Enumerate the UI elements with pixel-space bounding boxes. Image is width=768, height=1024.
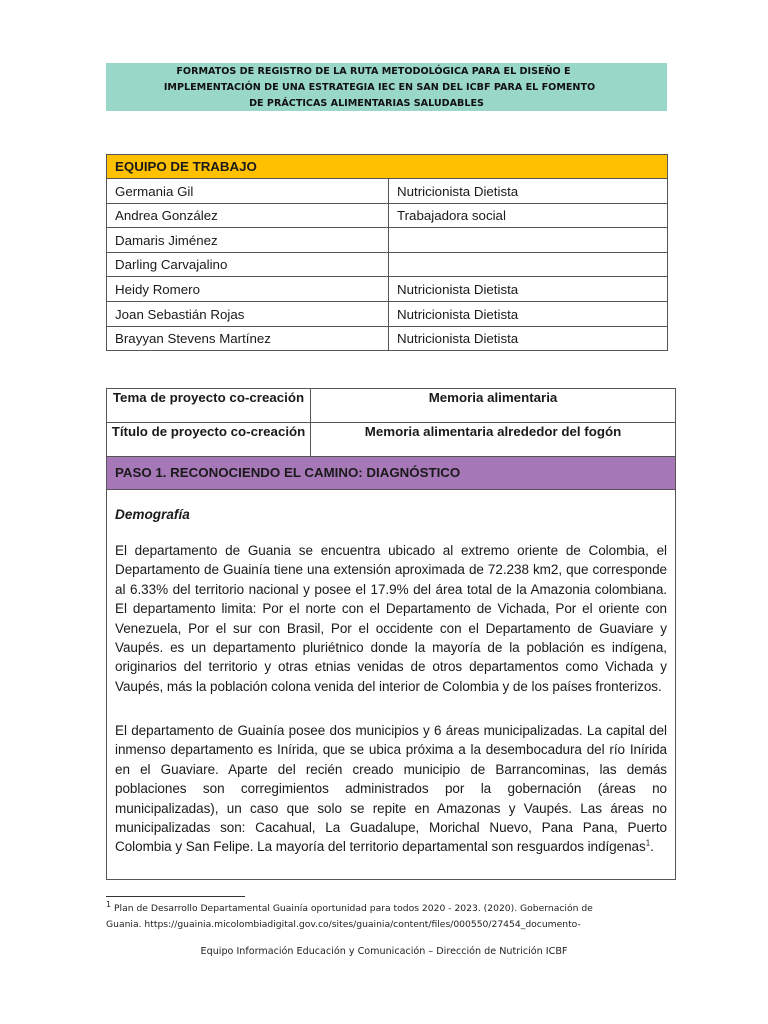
table-row [107,203,668,228]
member-role: Nutricionista Dietista [389,179,668,204]
page-footer: Equipo Información Educación y Comunicación – Dirección de Nutrición ICBF [200,946,568,957]
paragraph-2: El departamento de Guainía posee dos municipios y 6 áreas municipalizadas. La capital del inmenso departamento es Inírida, que se ubica próxima a la desembocadura del río Inírida en el Guaviare. Aparte del recién creado municipio de Barrancominas, las demás poblaciones son corregimientos administrados por la gobernación (áreas no municipalizadas), un caso que solo se repite en Amazonas y Vaupés. Las áreas no municipalizadas son: Cacahual, La Guadalupe, Morichal Nuevo, Pana Pana, Puerto Colombia y San Felipe. La mayoría del territorio departamental son resguardos indígenas$^1$. [115,723,667,855]
member-role: Nutricionista Dietista [389,277,668,302]
member-role: Trabajadora social [389,203,668,228]
team-table [106,154,668,351]
document-title-banner [106,63,667,111]
table-row [107,228,668,253]
table-row [107,277,668,302]
paragraph-2-text: El departamento de Guainía posee dos municipios y 6 áreas municipalizadas. La capital del inmenso departamento es Inírida, que se ubica próxima a la desembocadura del río Inírida en el Guaviare. Aparte del recién creado municipio de Barrancominas, las demás poblaciones son corregimientos administrados por la gobernación (áreas no municipalizadas), un caso que solo se repite en Amazonas y Vaupés. Las áreas no municipalizadas son: Cacahual, La Guadalupe, Morichal Nuevo, Pana Pana, Puerto Colombia y San Felipe. La mayoría del territorio departamental son resguardos indígenas [115,723,667,855]
step-heading: PASO 1. RECONOCIENDO EL CAMINO: DIAGNÓSTICO [107,457,675,490]
footnote-line-2[interactable]: Guania. https://guainia.micolombiadigital.gov.co/sites/guainia/content/files/000550/27454_documento- [106,919,581,930]
member-role: Nutricionista Dietista [389,301,668,326]
member-role [389,228,668,253]
footnote-reference[interactable]: 1 [645,838,651,848]
section-heading: Demografía [115,507,190,522]
footnote-mark: 1 [106,899,112,909]
team-table-header: EQUIPO DE TRABAJO [107,155,668,179]
paragraph-1: El departamento de Guania se encuentra ubicado al extremo oriente de Colombia, el Departamento de Guainía tiene una extensión aproximada de 72.238 km2, que corresponde al 6.33% del territorio nacional y posee el 17.9% del área total de la Amazonia colombiana. El departamento limita: Por el norte con el Departamento de Vichada, Por el oriente con Venezuela, Por el sur con Brasil, Por el occidente con el Departamento de Guaviare y Vaupés. es un departamento pluriétnico donde la mayoría de la población es indígena, originarios del territorio y otras etnias venidas de otros departamentos como Vichada y Vaupés, más la población colona venida del interior de Colombia y de los países fronterizos. [115,543,667,694]
project-theme-row [107,389,675,423]
footnote-line-1: Plan de Desarrollo Departamental Guainía oportunidad para todos 2020 - 2023. (2020). Gobernación de [111,903,593,914]
member-name: Damaris Jiménez [107,228,389,253]
title-line-2: IMPLEMENTACIÓN DE UNA ESTRATEGIA IEC EN SAN DEL ICBF PARA EL FOMENTO [163,82,596,93]
table-row [107,326,668,351]
project-title-row [107,423,675,457]
footnote [106,901,646,933]
title-value: Memoria alimentaria alrededor del fogón [364,424,622,439]
member-name: Joan Sebastián Rojas [107,301,389,326]
member-name: Germania Gil [107,179,389,204]
table-row [107,301,668,326]
member-name: Heidy Romero [107,277,389,302]
member-name: Brayyan Stevens Martínez [107,326,389,351]
title-line-1: FORMATOS DE REGISTRO DE LA RUTA METODOLÓGICA PARA EL DISEÑO E [176,66,571,77]
theme-label: Tema de proyecto co-creación [107,389,311,422]
team-table-header-row [107,155,668,179]
member-name: Andrea González [107,203,389,228]
project-table [106,388,676,880]
theme-value: Memoria alimentaria [428,390,558,405]
footnote-separator [106,896,245,897]
member-name: Darling Carvajalino [107,252,389,277]
table-row [107,252,668,277]
table-row [107,179,668,204]
title-line-3: DE PRÁCTICAS ALIMENTARIAS SALUDABLES [249,98,484,109]
member-role: Nutricionista Dietista [389,326,668,351]
title-label: Título de proyecto co-creación [107,423,311,456]
member-role [389,252,668,277]
